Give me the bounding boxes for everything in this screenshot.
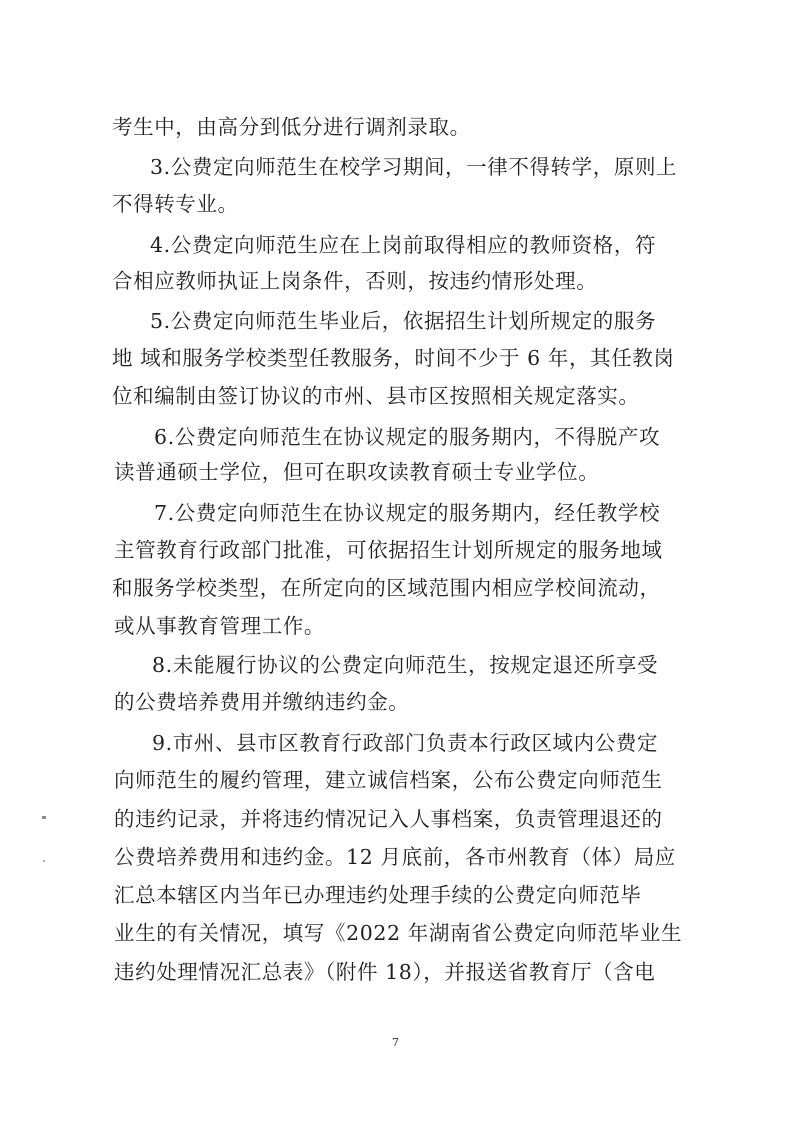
text-line: 违约处理情况汇总表》（附件 18），并报送省教育厅（含电 — [114, 960, 656, 984]
text-line: 业生的有关情况，填写《2022 年湖南省公费定向师范毕业生 — [114, 921, 683, 945]
paragraph-3-line-1: 3.公费定向师范生在校学习期间，一律不得转学，原则上 — [150, 155, 678, 179]
paragraph-6-line-1: 6.公费定向师范生在协议规定的服务期内，不得脱产攻 — [154, 425, 661, 449]
scan-speck — [42, 816, 46, 819]
text-line: 的公费培养费用并缴纳违约金。 — [114, 690, 410, 714]
paragraph-4-line-1: 4.公费定向师范生应在上岗前取得相应的教师资格，符 — [150, 233, 657, 257]
text-line: 考生中，由高分到低分进行调剂录取。 — [112, 115, 471, 139]
text-line: 公费培养费用和违约金。12 月底前，各市州教育（体）局应 — [114, 845, 676, 869]
text-line: 位和编制由签订协议的市州、县市区按照相关规定落实。 — [112, 384, 640, 408]
page-number: 7 — [392, 1036, 399, 1049]
text-line: 不得转专业。 — [112, 192, 239, 216]
paragraph-7-line-1: 7.公费定向师范生在协议规定的服务期内，经任教学校 — [154, 501, 661, 525]
scan-speck — [43, 860, 45, 862]
text-line: 的违约记录，并将违约情况记入人事档案，负责管理退还的 — [114, 807, 663, 831]
text-line: 向师范生的履约管理，建立诚信档案，公布公费定向师范生 — [114, 768, 663, 792]
text-line: 汇总本辖区内当年已办理违约处理手续的公费定向师范毕 — [114, 883, 642, 907]
paragraph-9-line-1: 9.市州、县市区教育行政部门负责本行政区域内公费定 — [152, 731, 659, 755]
text-line: 地 域和服务学校类型任教服务，时间不少于 6 年，其任教岗 — [112, 346, 675, 370]
text-line: 和服务学校类型，在所定向的区域范围内相应学校间流动， — [112, 576, 661, 600]
text-line: 合相应教师执证上岗条件，否则，按违约情形处理。 — [112, 269, 598, 293]
text-line: 或从事教育管理工作。 — [114, 614, 325, 638]
text-line: 主管教育行政部门批准，可依据招生计划所规定的服务地域 — [114, 538, 663, 562]
paragraph-8-line-1: 8.未能履行协议的公费定向师范生，按规定退还所享受 — [152, 653, 659, 677]
text-line: 读普通硕士学位，但可在职攻读教育硕士专业学位。 — [114, 460, 600, 484]
paragraph-5-line-1: 5.公费定向师范生毕业后，依据招生计划所规定的服务 — [150, 309, 657, 333]
